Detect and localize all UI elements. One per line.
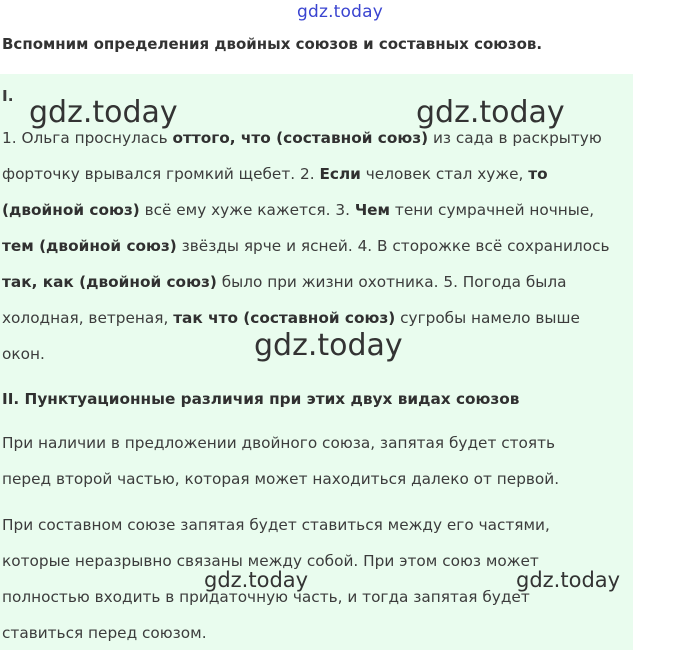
watermark-top: gdz.today bbox=[296, 2, 384, 22]
sentence-text: из сада в раскрытую bbox=[428, 129, 602, 147]
sentence-text: окон. bbox=[2, 345, 45, 363]
sentence-text: звёзды ярче и ясней. 4. В сторожке всё сохранилось bbox=[176, 237, 610, 255]
sentence-text: 1. Ольга проснулась bbox=[2, 129, 173, 147]
sentence-text: было при жизни охотника. 5. Погода была bbox=[216, 273, 567, 291]
conjunction-term: так, как (двойной союз) bbox=[2, 273, 217, 291]
section-2-para-1-line-2: перед второй частью, которая может находиться далеко от первой. bbox=[2, 470, 560, 488]
watermark-4: gdz.today bbox=[204, 568, 309, 592]
section-1-line-2 bbox=[2, 164, 548, 184]
sentence-text: сугробы намело выше bbox=[395, 309, 580, 327]
section-2-para-1-line-1: При наличии в предложении двойного союза, запятая будет стоять bbox=[2, 434, 556, 452]
sentence-text: тени сумрачней ночные, bbox=[390, 201, 595, 219]
section-1-label: I. bbox=[2, 87, 14, 105]
watermark-5: gdz.today bbox=[516, 568, 621, 592]
section-1-line-4 bbox=[2, 236, 610, 256]
watermark-1: gdz.today bbox=[29, 95, 178, 130]
section-2-para-2-line-4: ставиться перед союзом. bbox=[2, 624, 207, 642]
section-1-line-3 bbox=[2, 200, 594, 220]
conjunction-term: Чем bbox=[354, 201, 391, 219]
sentence-text: форточку врывался громкий щебет. 2. bbox=[2, 165, 320, 183]
conjunction-term: (двойной союз) bbox=[2, 201, 140, 219]
section-2-para-2-line-3: полностью входить в придаточную часть, и тогда запятая будет bbox=[2, 588, 530, 606]
watermark-2: gdz.today bbox=[416, 95, 565, 130]
section-1-line-6 bbox=[2, 308, 580, 328]
page-heading: Вспомним определения двойных союзов и составных союзов. bbox=[2, 35, 543, 53]
conjunction-term: так что (составной союз) bbox=[173, 309, 396, 327]
watermark-3: gdz.today bbox=[254, 328, 403, 363]
sentence-text: человек стал хуже, bbox=[360, 165, 529, 183]
sentence-text: всё ему хуже кажется. 3. bbox=[139, 201, 355, 219]
section-2-para-2-line-1: При составном союзе запятая будет ставиться между его частями, bbox=[2, 516, 550, 534]
section-2-para-2-line-2: которые неразрывно связаны между собой. При этом союз может bbox=[2, 552, 539, 570]
sentence-text: холодная, ветреная, bbox=[2, 309, 174, 327]
conjunction-term: то bbox=[528, 165, 548, 183]
conjunction-term: тем (двойной союз) bbox=[2, 237, 177, 255]
section-2-title: II. Пунктуационные различия при этих двух видах союзов bbox=[2, 390, 520, 408]
conjunction-term: Если bbox=[319, 165, 361, 183]
section-1-line-1 bbox=[2, 128, 602, 148]
section-1-line-5 bbox=[2, 272, 567, 292]
section-1-line-7 bbox=[2, 344, 45, 364]
conjunction-term: оттого, что (составной союз) bbox=[172, 129, 429, 147]
